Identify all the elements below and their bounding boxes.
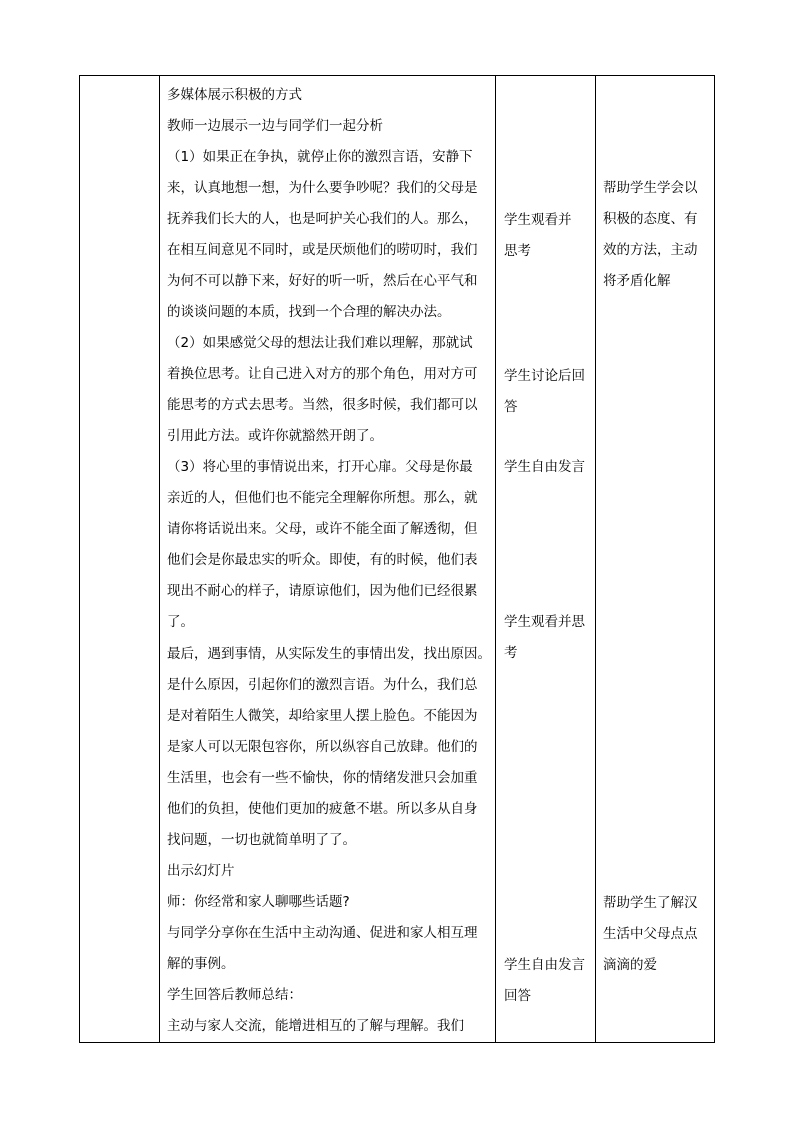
text-line: 的谈谈问题的本质，找到一个合理的解决办法。 [167,304,451,320]
text-line: 来，认真地想一想，为什么要争吵呢？我们的父母是 [167,180,478,196]
text-line: 现出不耐心的样子，请原谅他们，因为他们已经很累 [167,583,478,599]
lesson-table [79,75,715,1043]
text-line: 出示幻灯片 [167,863,235,879]
text-line: 在相互间意见不同时，或是厌烦他们的唠叨时，我们 [167,242,478,258]
text-line: 着换位思考。让自己进入对方的那个角色，用对方可 [167,366,478,382]
text-line: 答 [504,399,518,415]
student-activity-cell [496,76,595,1042]
text-line: 学生回答后教师总结： [167,987,302,1003]
text-line: 能思考的方式去思考。当然，很多时候，我们都可以 [167,397,478,413]
design-purpose-cell [596,76,714,1042]
text-line: 主动与家人交流，能增进相互的了解与理解。我们 [167,1018,464,1034]
text-line: 将矛盾化解 [603,273,671,289]
text-line: 最后，遇到事情，从实际发生的事情出发，找出原因。 [167,646,491,662]
text-line: 他们会是你最忠实的听众。即使，有的时候，他们表 [167,552,478,568]
text-line: 师：你经常和家人聊哪些话题? [167,894,350,910]
empty-cell [80,76,159,1042]
text-line: 与同学分享你在生活中主动沟通、促进和家人相互理 [167,925,478,941]
text-line: （2）如果感觉父母的想法让我们难以理解，那就试 [167,335,473,351]
text-line: 教师一边展示一边与同学们一起分析 [167,118,383,134]
text-line: 为何不可以静下来，好好的听一听，然后在心平气和 [167,273,478,289]
text-line: 效的方法，主动 [603,242,698,258]
text-line: 多媒体展示积极的方式 [167,87,302,103]
text-line: 学生观看并思 [504,614,585,630]
text-line: 是什么原因，引起你们的激烈言语。为什么，我们总 [167,677,478,693]
text-line: 解的事例。 [167,956,235,972]
teacher-activity-cell [160,76,495,1042]
text-line: 帮助学生了解汉 [603,895,698,911]
text-line: （1）如果正在争执，就停止你的激烈言语，安静下 [167,149,473,165]
text-line: 思考 [504,243,531,259]
text-line: 引用此方法。或许你就豁然开朗了。 [167,428,383,444]
text-line: 生活中父母点点 [603,926,698,942]
text-line: 是对着陌生人微笑，却给家里人摆上脸色。不能因为 [167,708,478,724]
text-line: 是家人可以无限包容你，所以纵容自己放肆。他们的 [167,739,478,755]
text-line: 请你将话说出来。父母，或许不能全面了解透彻，但 [167,521,478,537]
text-line: 积极的态度、有 [603,211,698,227]
text-line: 学生观看并 [504,212,572,228]
text-line: 生活里，也会有一些不愉快，你的情绪发泄只会加重 [167,770,478,786]
text-line: （3）将心里的事情说出来，打开心扉。父母是你最 [167,459,473,475]
text-line: 抚养我们长大的人，也是呵护关心我们的人。那么， [167,211,478,227]
text-line: 学生自由发言 [504,459,585,475]
text-line: 找问题，一切也就简单明了了。 [167,832,356,848]
text-line: 了。 [167,614,194,630]
text-line: 滴滴的爱 [603,957,657,973]
text-line: 回答 [504,988,531,1004]
text-line: 考 [504,645,518,661]
text-line: 亲近的人，但他们也不能完全理解你所想。那么，就 [167,490,478,506]
text-line: 学生讨论后回 [504,368,585,384]
text-line: 他们的负担，使他们更加的疲惫不堪。所以多从自身 [167,801,478,817]
text-line: 学生自由发言 [504,957,585,973]
text-line: 帮助学生学会以 [603,180,698,196]
